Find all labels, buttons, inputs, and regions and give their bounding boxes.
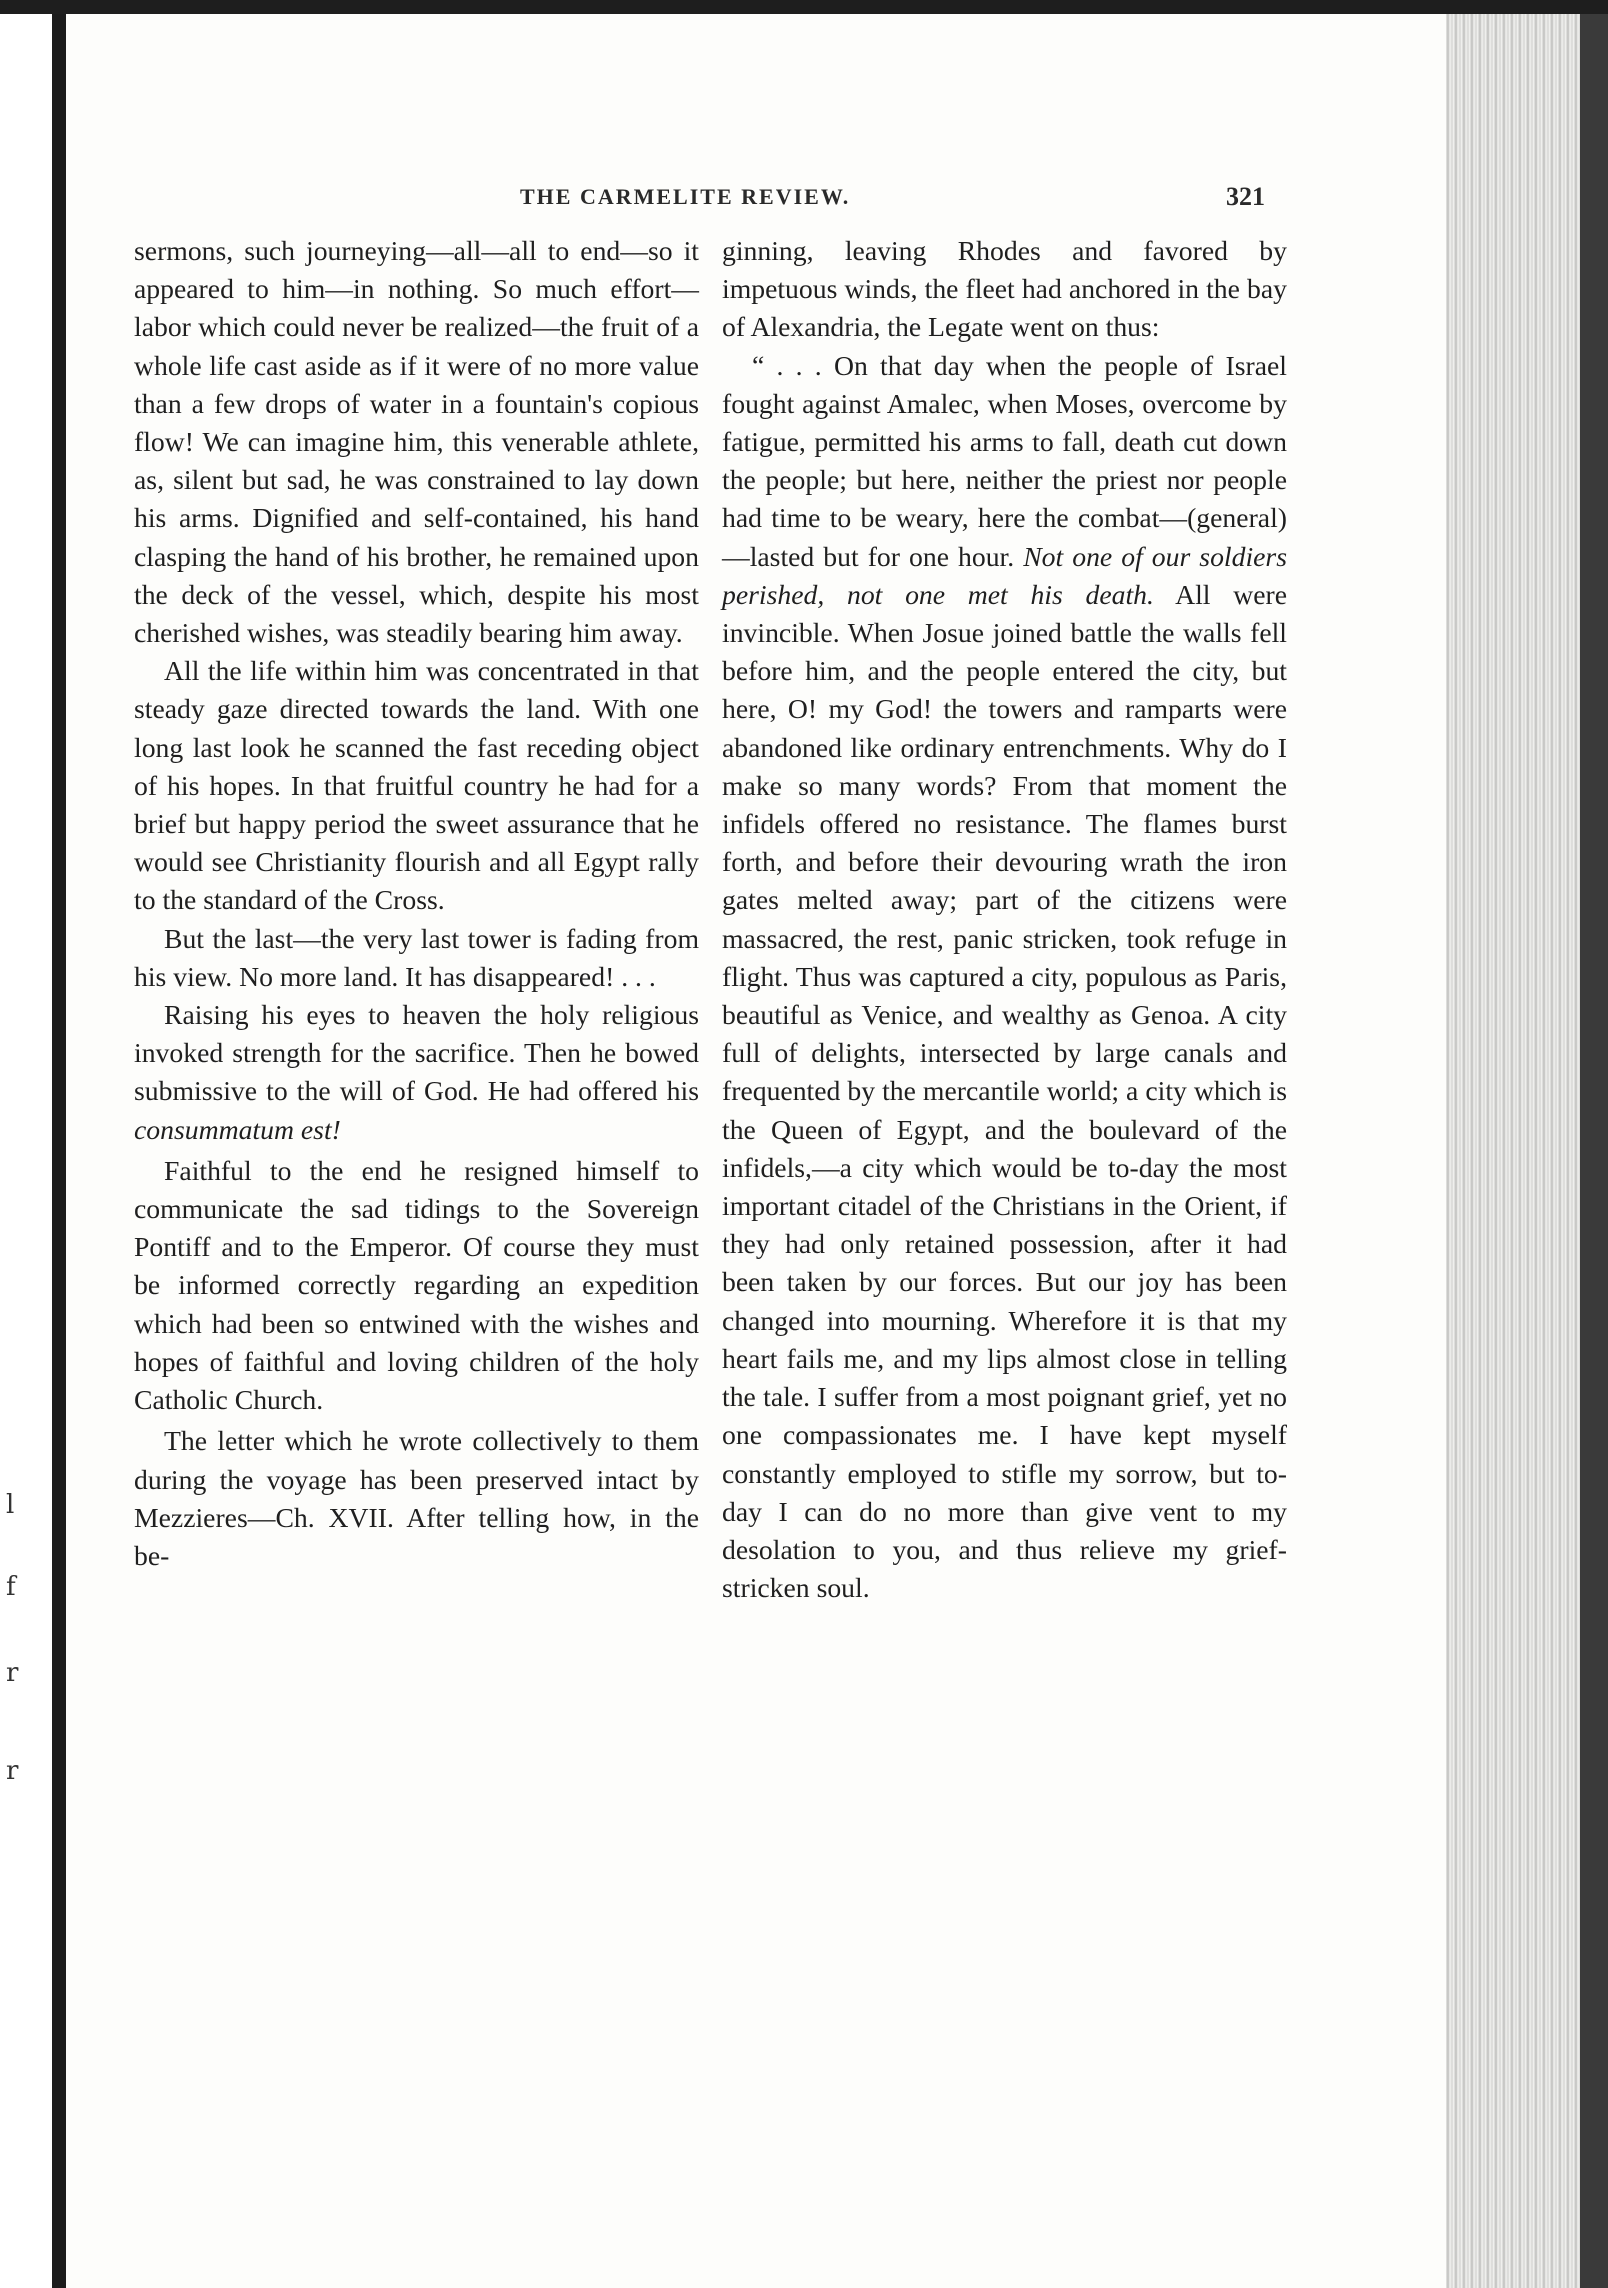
paragraph: Faithful to the end he resigned himself to communicate the sad tidings to the Sovereign Pontiff and to the Emperor. Of course they must be informed correctly regarding an expedition which had been so entwined with the wishes and hopes of faithful and loving children of the holy Catholic Church. (134, 1154, 699, 1416)
page-number: 321 (1226, 182, 1265, 211)
book-binding-shadow (52, 14, 66, 2288)
running-head: THE CARMELITE REVIEW. (520, 184, 851, 209)
left-column (134, 232, 699, 1575)
right-column (722, 232, 1287, 1607)
paragraph-text: “ . . . On that day when the people of Israel fought against Amalec, when Moses, overcome by fatigue, permitted his arms to fall, death cut down the people; but here, neither the priest nor people had time to be weary, here the combat—(general)—lasted but for one hour. (722, 349, 1287, 572)
paragraph: The letter which he wrote collectively to them during the voyage has been preserved intact by Mezzieres—Ch. XVII. After telling how, in the be- (134, 1425, 699, 1571)
paragraph: But the last—the very last tower is fading from his view. No more land. It has disappeared! . . . (134, 922, 699, 992)
paragraph: ginning, leaving Rhodes and favored by impetuous winds, the fleet had anchored in the bay of Alexandria, the Legate went on thus: (722, 235, 1287, 343)
margin-mark: r (6, 1658, 19, 1688)
margin-mark: f (6, 1572, 16, 1602)
paragraph (722, 347, 1287, 1608)
margin-mark: l (6, 1490, 15, 1520)
paragraph (134, 996, 699, 1149)
paragraph: All the life within him was concentrated in that steady gaze directed towards the land. With one long last look he scanned the fast receding object of his hopes. In that fruitful country he had for a brief but happy period the sweet assurance that he would see Christianity flourish and all Egypt rally to the standard of the Cross. (134, 655, 699, 916)
scan-right-border (1580, 14, 1608, 2288)
scan-top-border (0, 0, 1608, 14)
italic-quote: Not one of our soldiers perished, not one met his death. (722, 540, 1287, 610)
paragraph-text: All were invincible. When Josue joined battle the walls fell before him, and the people entered the city, but here, O! my God! the towers and ramparts were abandoned like ordinary entrenchments. Why do I make so many words? From that moment the infidels offered no resistance. The flames burst forth, and before their devouring wrath the iron gates melted away; part of the citizens were massacred, the rest, panic stricken, took refuge in flight. Thus was captured a city, populous as Paris, beautiful as Venice, and wealthy as Genoa. A city full of delights, intersected by large canals and frequented by the mercantile world; a city which is the Queen of Egypt, and the boulevard of the infidels,—a city which would be to-day the most important citadel of the Christians in the Orient, if they had only retained possession, after it had been taken by our forces. But our joy has been changed into mourning. Wherefore it is that my heart fails me, and my lips almost close in telling the tale. I suffer from a most poignant grief, yet no one compassionates me. I have kept myself constantly employed to stifle my sorrow, but to-day I can do no more than give vent to my desolation to you, and thus relieve my grief-stricken soul. (722, 578, 1287, 1604)
paragraph-text: Raising his eyes to heaven the holy religious invoked strength for the sacrifice. Then he bowed submissive to the will of God. He had offered his (134, 999, 699, 1107)
paragraph: sermons, such journeying—all—all to end—so it appeared to him—in nothing. So much effort—labor which could never be realized—the fruit of a whole life cast aside as if it were of no more value than a few drops of water in a fountain's copious flow! We can imagine him, this venerable athlete, as, silent but sad, he was constrained to lay down his arms. Dignified and self-contained, his hand clasping the hand of his brother, he remained upon the deck of the vessel, which, despite his most cherished wishes, was steadily bearing him away. (134, 235, 699, 649)
latin-phrase: consummatum est! (134, 1113, 341, 1145)
page-stack-edges (1446, 14, 1580, 2288)
margin-mark: r (6, 1756, 19, 1786)
facing-page-edge (0, 14, 52, 2288)
